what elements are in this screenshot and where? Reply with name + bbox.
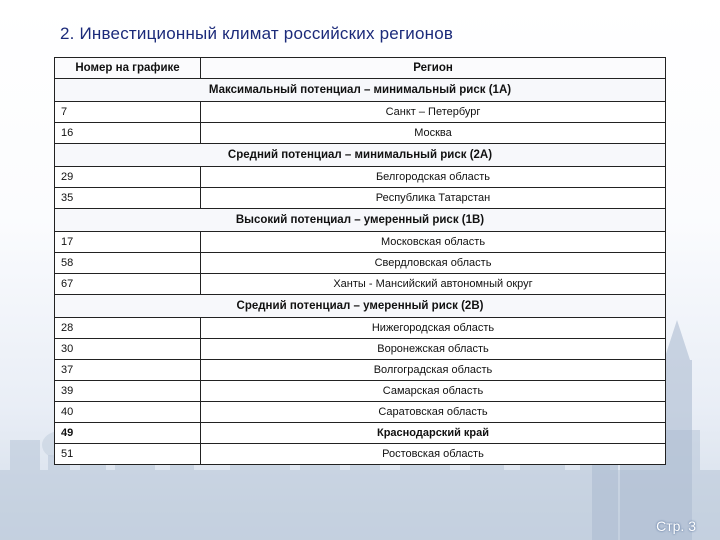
region-cell: Санкт – Петербург [201,102,666,123]
region-cell: Нижегородская область [201,318,666,339]
table-row [55,381,666,402]
region-cell: Краснодарский край [201,423,666,444]
table-row [55,339,666,360]
section-row [55,295,666,318]
chart-number-cell: 28 [55,318,201,339]
region-cell: Ханты - Мансийский автономный округ [201,274,666,295]
section-label: Средний потенциал – умеренный риск (2В) [55,295,666,318]
table-row [55,360,666,381]
table-row [55,274,666,295]
region-cell: Свердловская область [201,253,666,274]
chart-number-cell: 35 [55,188,201,209]
chart-number-cell: 67 [55,274,201,295]
chart-number-cell: 39 [55,381,201,402]
region-cell: Республика Татарстан [201,188,666,209]
section-row [55,79,666,102]
region-cell: Воронежская область [201,339,666,360]
table-row [55,444,666,465]
table-row [55,123,666,144]
chart-number-cell: 29 [55,167,201,188]
table-row [55,402,666,423]
table-row [55,253,666,274]
section-label: Средний потенциал – минимальный риск (2А) [55,144,666,167]
table-row [55,423,666,444]
table-header-row [55,58,666,79]
region-cell: Московская область [201,232,666,253]
chart-number-cell: 7 [55,102,201,123]
table-row [55,167,666,188]
section-label: Высокий потенциал – умеренный риск (1В) [55,209,666,232]
region-cell: Самарская область [201,381,666,402]
chart-number-cell: 40 [55,402,201,423]
page-title: 2. Инвестиционный климат российских регионов [60,24,454,43]
region-cell: Ростовская область [201,444,666,465]
region-cell: Саратовская область [201,402,666,423]
region-cell: Москва [201,123,666,144]
chart-number-cell: 51 [55,444,201,465]
page-number: Стр. 3 [656,518,696,534]
table-row [55,188,666,209]
chart-number-cell: 37 [55,360,201,381]
header-chart-number: Номер на графике [55,58,201,79]
chart-number-cell: 58 [55,253,201,274]
chart-number-cell: 17 [55,232,201,253]
table-row [55,318,666,339]
regions-table [54,57,666,465]
region-cell: Волгоградская область [201,360,666,381]
region-cell: Белгородская область [201,167,666,188]
table-row [55,232,666,253]
chart-number-cell: 49 [55,423,201,444]
section-row [55,144,666,167]
chart-number-cell: 16 [55,123,201,144]
chart-number-cell: 30 [55,339,201,360]
table-body [55,79,666,465]
section-label: Максимальный потенциал – минимальный риск (1А) [55,79,666,102]
header-region: Регион [201,58,666,79]
section-row [55,209,666,232]
table-row [55,102,666,123]
